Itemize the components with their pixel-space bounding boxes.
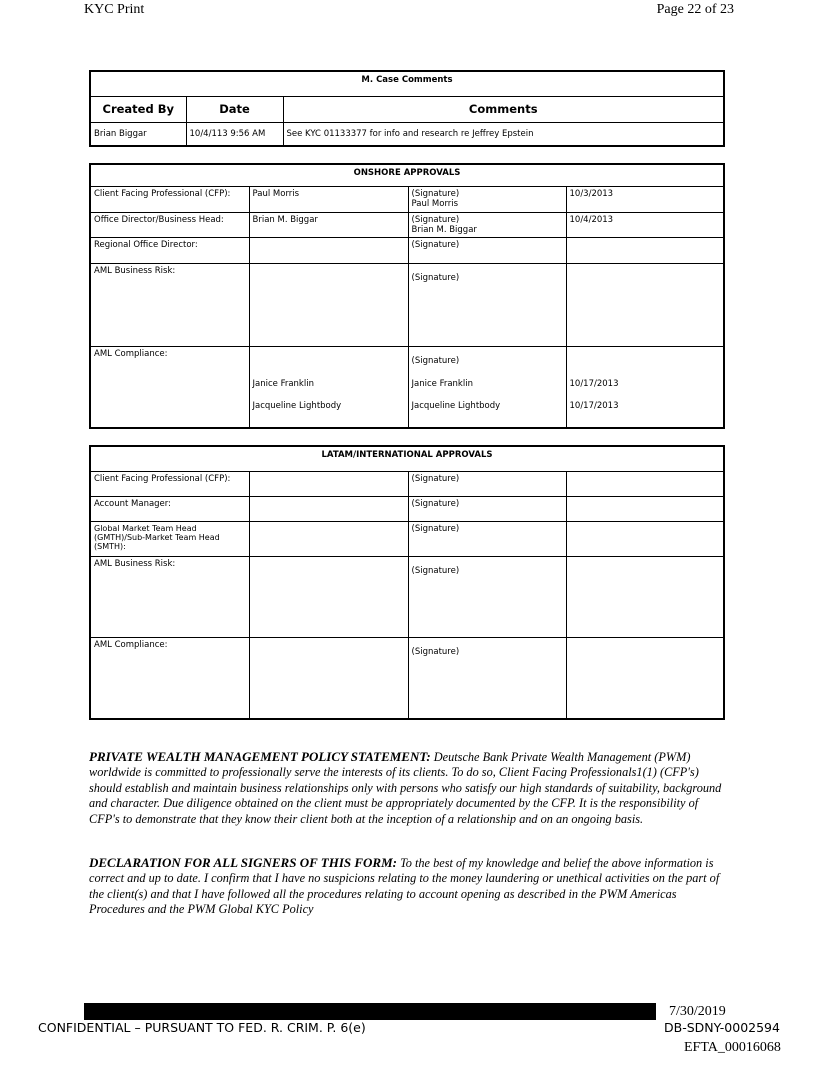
aml-risk-label: AML Business Risk:: [90, 263, 249, 346]
compliance-date-2: 10/17/2013: [569, 400, 619, 411]
latam-title: LATAM/INTERNATIONAL APPROVALS: [90, 446, 724, 471]
confidential-notice: CONFIDENTIAL – PURSUANT TO FED. R. CRIM. P. 6(e): [38, 1020, 366, 1035]
table-row: [90, 346, 724, 428]
case-comments-table: [89, 70, 725, 147]
account-manager-label: Account Manager:: [90, 496, 249, 521]
table-row: [90, 471, 724, 496]
regional-director-name: [249, 237, 408, 263]
col-date: Date: [186, 96, 283, 122]
gmth-date: [566, 521, 724, 556]
table-row: [90, 186, 724, 212]
table-row: [90, 637, 724, 719]
signature-name-1: Janice Franklin: [411, 378, 473, 389]
table-row: [90, 122, 724, 146]
cfp-date: 10/3/2013: [566, 186, 724, 212]
declaration-text: To the best of my knowledge and belief the above information is correct and up to date. I confirm that I have no suspicions relating to the money laundering or unethical activities on the part of the client(s) and that I have followed all the procedures relating to account opening as described in the PWM Americas Procedures and the PWM Global KYC Policy: [89, 856, 720, 917]
aml-risk-date: [566, 263, 724, 346]
gmth-signature: (Signature): [408, 521, 566, 556]
onshore-title: ONSHORE APPROVALS: [90, 164, 724, 186]
signature-name-2: Jacqueline Lightbody: [411, 400, 501, 411]
latam-aml-compliance-signature: (Signature): [408, 637, 566, 719]
col-comments: Comments: [283, 96, 724, 122]
latam-approvals-table: [89, 445, 725, 720]
latam-aml-compliance-name: [249, 637, 408, 719]
account-manager-date: [566, 496, 724, 521]
latam-cfp-label: Client Facing Professional (CFP):: [90, 471, 249, 496]
comment-text: See KYC 01133377 for info and research re Jeffrey Epstein: [283, 122, 724, 146]
aml-compliance-label: AML Compliance:: [90, 346, 249, 428]
account-manager-name: [249, 496, 408, 521]
account-manager-signature: (Signature): [408, 496, 566, 521]
signature-label: (Signature): [411, 214, 460, 225]
declaration: [89, 855, 729, 918]
cfp-name: Paul Morris: [249, 186, 408, 212]
cfp-label: Client Facing Professional (CFP):: [90, 186, 249, 212]
aml-risk-signature: (Signature): [408, 263, 566, 346]
latam-aml-risk-date: [566, 556, 724, 637]
aml-compliance-names: [249, 346, 408, 428]
gmth-name: [249, 521, 408, 556]
office-director-date: 10/4/2013: [566, 212, 724, 237]
page-number: Page 22 of 23: [656, 2, 734, 17]
comment-created-by: Brian Biggar: [90, 122, 186, 146]
table-row: [90, 496, 724, 521]
policy-heading: PRIVATE WEALTH MANAGEMENT POLICY STATEMENT:: [89, 749, 431, 764]
latam-aml-risk-label: AML Business Risk:: [90, 556, 249, 637]
office-director-name: Brian M. Biggar: [249, 212, 408, 237]
redaction-bar: [84, 1003, 656, 1020]
latam-aml-compliance-date: [566, 637, 724, 719]
latam-aml-compliance-label: AML Compliance:: [90, 637, 249, 719]
latam-aml-risk-name: [249, 556, 408, 637]
compliance-name-2: Jacqueline Lightbody: [252, 400, 342, 411]
aml-compliance-dates: [566, 346, 724, 428]
latam-cfp-name: [249, 471, 408, 496]
onshore-approvals-table: [89, 163, 725, 429]
latam-cfp-date: [566, 471, 724, 496]
compliance-date-1: 10/17/2013: [569, 378, 619, 389]
comment-date: 10/4/113 9:56 AM: [186, 122, 283, 146]
col-created-by: Created By: [90, 96, 186, 122]
policy-statement: [89, 749, 729, 827]
regional-director-signature: (Signature): [408, 237, 566, 263]
signature-name: Paul Morris: [411, 198, 459, 209]
signature-name: Brian M. Biggar: [411, 224, 477, 235]
signature-label: (Signature): [411, 188, 460, 199]
table-row: [90, 556, 724, 637]
aml-compliance-signature: [408, 346, 566, 428]
table-row: [90, 263, 724, 346]
regional-director-date: [566, 237, 724, 263]
signature-label: (Signature): [411, 355, 460, 366]
declaration-heading: DECLARATION FOR ALL SIGNERS OF THIS FORM:: [89, 855, 397, 870]
cfp-signature: [408, 186, 566, 212]
regional-director-label: Regional Office Director:: [90, 237, 249, 263]
gmth-label: Global Market Team Head (GMTH)/Sub-Market Team Head (SMTH):: [90, 521, 249, 556]
table-row: [90, 521, 724, 556]
bates-number: DB-SDNY-0002594: [664, 1020, 780, 1035]
latam-aml-risk-signature: (Signature): [408, 556, 566, 637]
office-director-signature: [408, 212, 566, 237]
case-comments-title: M. Case Comments: [90, 71, 724, 96]
efta-number: EFTA_00016068: [684, 1040, 781, 1055]
footer-date: 7/30/2019: [669, 1004, 726, 1019]
table-row: [90, 237, 724, 263]
header-title: KYC Print: [84, 2, 145, 17]
table-row: [90, 212, 724, 237]
policy-text: Deutsche Bank Private Wealth Management (PWM) worldwide is committed to professionally serve the interests of its clients. To do so, Client Facing Professionals1(1) (CFP's) should establish and maintain business relationships only with persons who satisfy our high standards of suitability, background and character. Due diligence obtained on the client must be appropriately documented by the CFP. It is the responsibility of CFP's to demonstrate that they know their client both at the inception of a relationship and on an ongoing basis.: [89, 750, 722, 826]
office-director-label: Office Director/Business Head:: [90, 212, 249, 237]
latam-cfp-signature: (Signature): [408, 471, 566, 496]
aml-risk-name: [249, 263, 408, 346]
compliance-name-1: Janice Franklin: [252, 378, 314, 389]
